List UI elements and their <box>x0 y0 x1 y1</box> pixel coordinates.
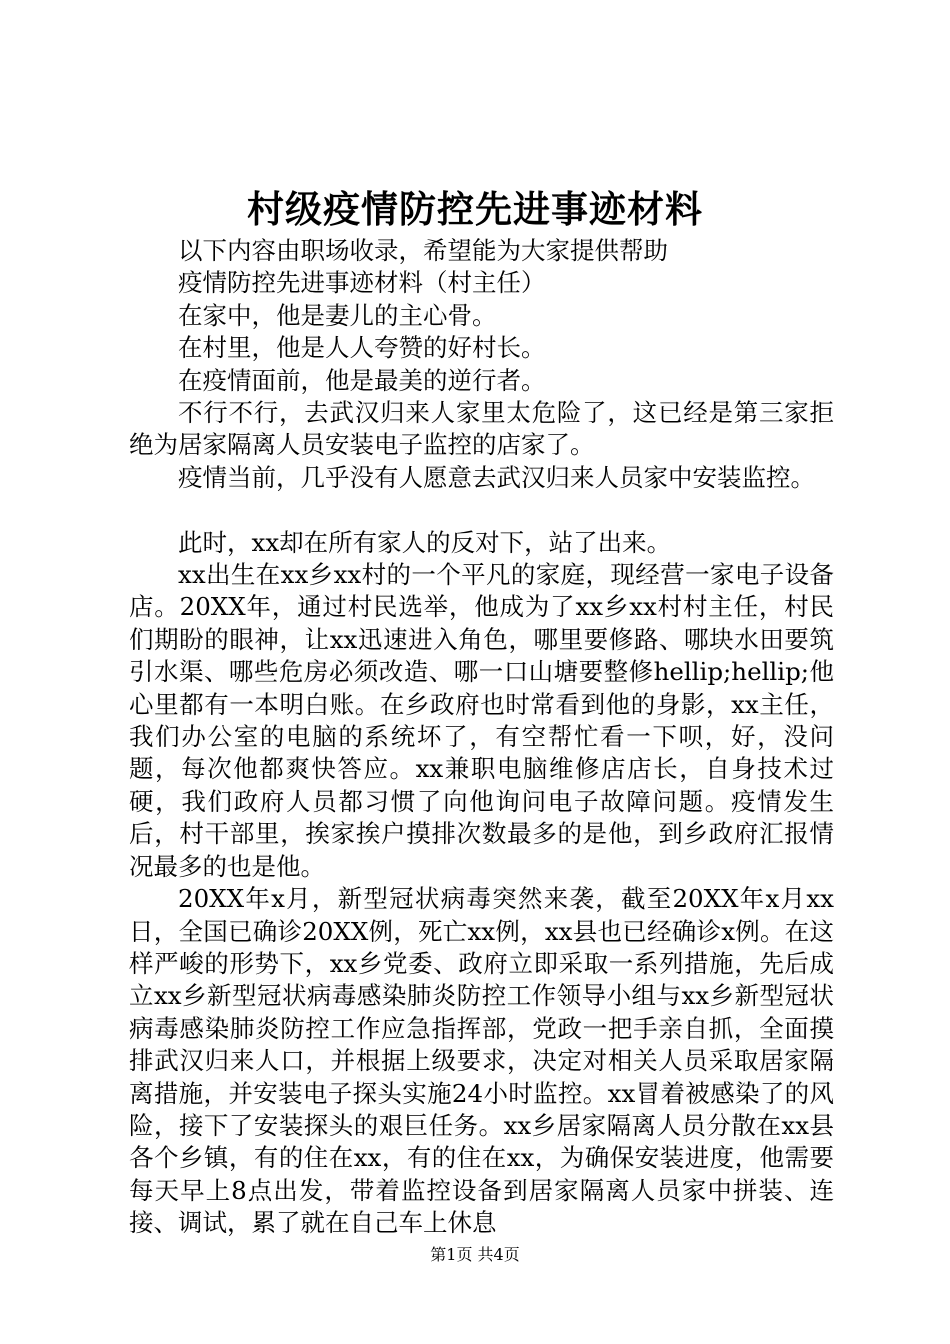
paragraph: 以下内容由职场收录，希望能为大家提供帮助 <box>178 236 668 265</box>
paragraph: 在疫情面前，他是最美的逆行者。 <box>178 365 546 395</box>
document-body <box>129 235 834 1240</box>
paragraph: 20XX年x月，新型冠状病毒突然来袭，截至20XX年x月xx日，全国已确诊20XX例，死亡xx例，xx县也已经确诊x例。在这样严峻的形势下，xx乡党委、政府立即采取一系列措施，先后成立xx乡新型冠状病毒感染肺炎防控工作领导小组与xx乡新型冠状病毒感染肺炎防控工作应急指挥部，党政一把手亲自抓，全面摸排武汉归来人口，并根据上级要求，决定对相关人员采取居家隔离措施，并安装电子探头实施24小时监控。xx冒着被感染了的风险，接下了安装探头的艰巨任务。xx乡居家隔离人员分散在xx县各个乡镇，有的住在xx，有的住在xx，为确保安装进度，他需要每天早上8点出发，带着监控设备到居家隔离人员家中拼装、连接、调试，累了就在自己车上休息 <box>129 884 834 1238</box>
paragraph: 此时，xx却在所有家人的反对下，站了出来。 <box>178 527 672 557</box>
paragraph: 疫情防控先进事迹材料（村主任） <box>178 268 546 298</box>
paragraph: 疫情当前，几乎没有人愿意去武汉归来人员家中安装监控。 <box>178 462 815 492</box>
paragraph: 不行不行，去武汉归来人家里太危险了，这已经是第三家拒绝为居家隔离人员安装电子监控的店家了。 <box>129 398 834 460</box>
paragraph: 在家中，他是妻儿的主心骨。 <box>178 300 497 330</box>
document-title: 村级疫情防控先进事迹材料 <box>247 187 703 231</box>
paragraph: xx出生在xx乡xx村的一个平凡的家庭，现经营一家电子设备店。20XX年，通过村民选举，他成为了xx乡xx村村主任，村民们期盼的眼神，让xx迅速进入角色，哪里要修路、哪块水田要筑引水渠、哪些危房必须改造、哪一口山塘要整修hellip;hellip;他心里都有一本明白账。在乡政府也时常看到他的身影，xx主任，我们办公室的电脑的系统坏了，有空帮忙看一下呗，好，没问题，每次他都爽快答应。xx兼职电脑维修店店长，自身技术过硬，我们政府人员都习惯了向他询问电子故障问题。疫情发生后，村干部里，挨家挨户摸排次数最多的是他，到乡政府汇报情况最多的也是他。 <box>129 560 834 881</box>
page-number-footer: 第1页 共4页 <box>430 1245 520 1264</box>
paragraph: 在村里，他是人人夸赞的好村长。 <box>178 333 546 363</box>
